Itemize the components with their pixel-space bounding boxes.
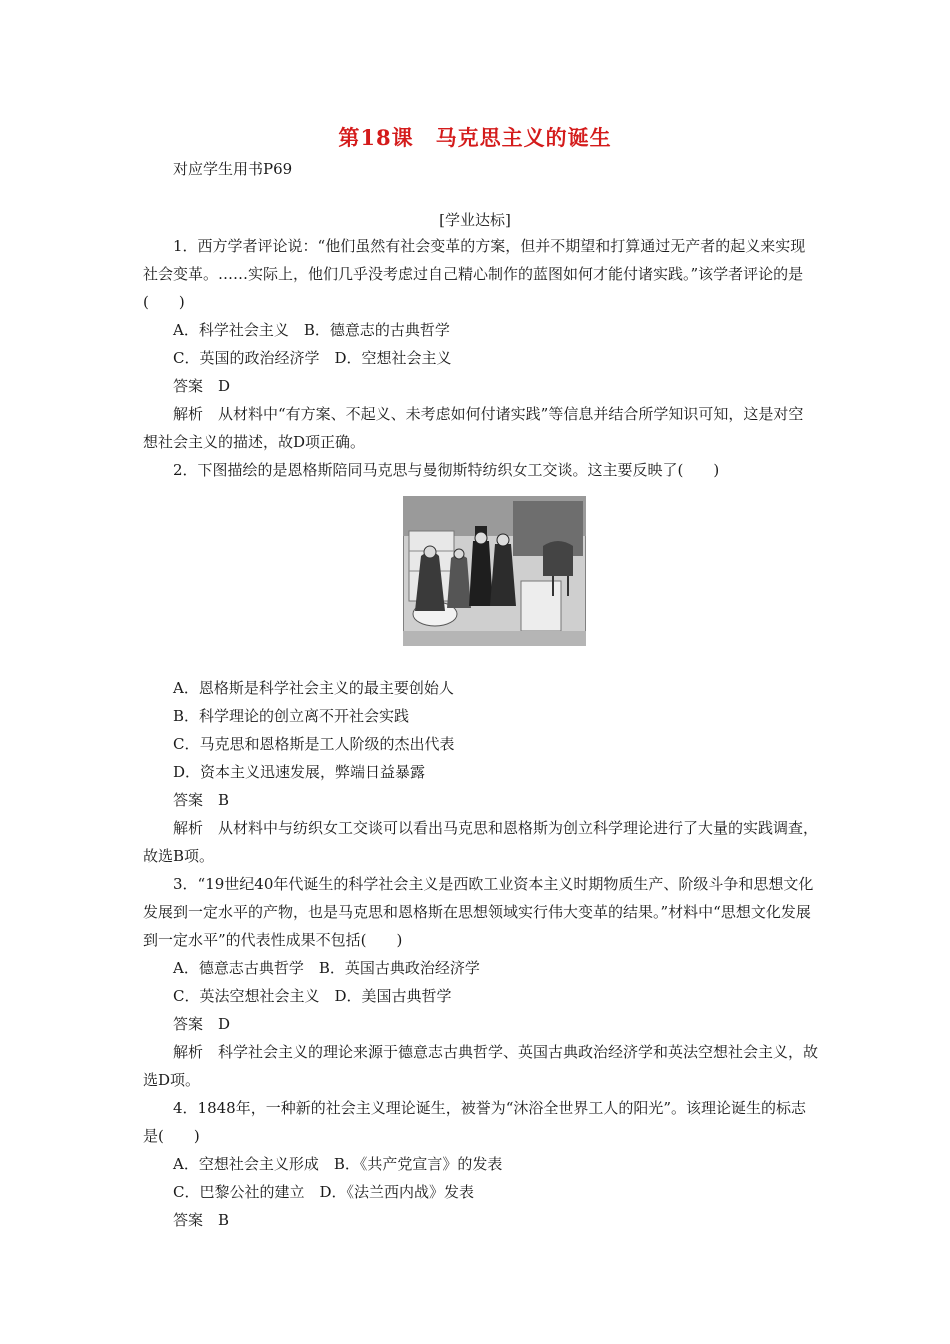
- questions-content: [143, 232, 818, 1234]
- question-4-options-cd: C．巴黎公社的建立 D．《法兰西内战》发表: [173, 1183, 475, 1201]
- question-3-options-cd: C．英法空想社会主义 D．美国古典哲学: [173, 987, 452, 1005]
- question-4-options-ab: A．空想社会主义形成 B．《共产党宣言》的发表: [173, 1155, 503, 1173]
- question-1-options-ab: A．科学社会主义 B．德意志的古典哲学: [173, 321, 450, 339]
- question-3-stem: 3．“19世纪40年代诞生的科学社会主义是西欧工业资本主义时期物质生产、阶级斗争和思想文化发展到一定水平的产物，也是马克思和恩格斯在思想领域实行伟大变革的结果。”材料中“思想文化发展到一定水平”的代表性成果不包括( ): [143, 875, 814, 949]
- question-4-stem: 4．1848年，一种新的社会主义理论诞生，被誉为“沐浴全世界工人的阳光”。该理论诞生的标志是( ): [143, 1099, 807, 1145]
- question-3-analysis: 解析 科学社会主义的理论来源于德意志古典哲学、英国古典政治经济学和英法空想社会主义，故选D项。: [143, 1043, 819, 1089]
- question-3-options-ab: A．德意志古典哲学 B．英国古典政治经济学: [173, 959, 480, 977]
- question-2-answer: 答案 B: [173, 791, 230, 809]
- lesson-title: 第18课 马克思主义的诞生: [338, 125, 612, 150]
- textbook-reference: 对应学生用书P69: [173, 160, 293, 178]
- question-2-option-c: C．马克思和恩格斯是工人阶级的杰出代表: [173, 735, 455, 753]
- question-1-answer: 答案 D: [173, 377, 231, 395]
- question-3-answer: 答案 D: [173, 1015, 231, 1033]
- question-1-stem: 1．西方学者评论说：“他们虽然有社会变革的方案，但并不期望和打算通过无产者的起义来实现社会变革。……实际上，他们几乎没考虑过自己精心制作的蓝图如何才能付诸实践。”该学者评论的是( ): [143, 237, 806, 311]
- question-4-answer: 答案 B: [173, 1211, 230, 1229]
- question-1-options-cd: C．英国的政治经济学 D．空想社会主义: [173, 349, 452, 367]
- question-2-option-b: B．科学理论的创立离不开社会实践: [173, 707, 410, 725]
- question-2-figure: [143, 484, 818, 674]
- question-2-option-d: D．资本主义迅速发展，弊端日益暴露: [173, 763, 426, 781]
- question-2-analysis: 解析 从材料中与纺织女工交谈可以看出马克思和恩格斯为创立科学理论进行了大量的实践调查，故选B项。: [143, 819, 819, 865]
- question-2-stem: 2．下图描绘的是恩格斯陪同马克思与曼彻斯特纺织女工交谈。这主要反映了( ): [173, 461, 720, 479]
- question-2-option-a: A．恩格斯是科学社会主义的最主要创始人: [173, 679, 454, 697]
- engraving-illustration: [403, 496, 586, 646]
- question-1-analysis: 解析 从材料中“有方案、不起义、未考虑如何付诸实践”等信息并结合所学知识可知，这是对空想社会主义的描述，故D项正确。: [143, 405, 804, 451]
- section-heading: [学业达标]: [439, 211, 511, 229]
